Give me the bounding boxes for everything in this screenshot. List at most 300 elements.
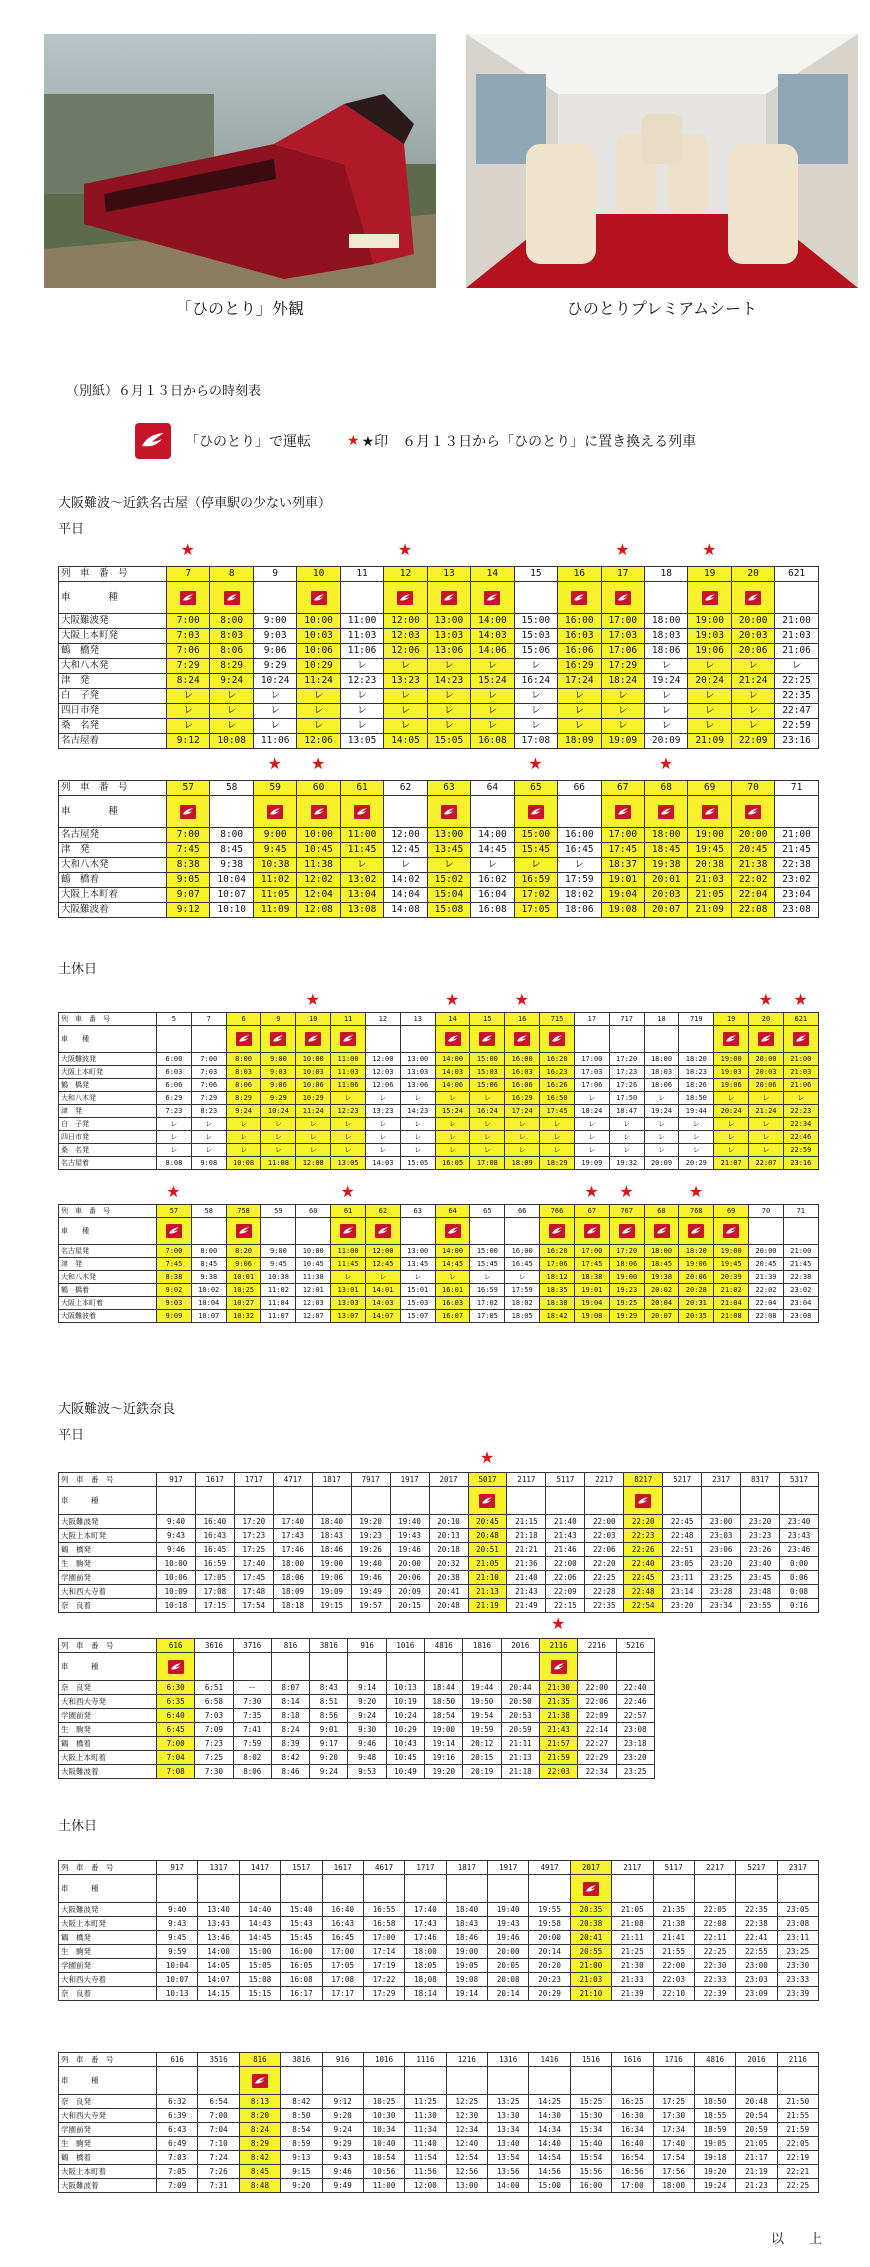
time-cell: 12:56 bbox=[446, 2165, 487, 2179]
time-cell: 16:03 bbox=[558, 629, 601, 644]
time-cell: 14:02 bbox=[384, 873, 427, 888]
train-number: 66 bbox=[505, 1205, 540, 1218]
train-type-cell bbox=[365, 1218, 400, 1245]
train-type-cell bbox=[570, 2067, 611, 2095]
time-cell: 6:03 bbox=[157, 1066, 192, 1079]
time-cell: 20:13 bbox=[429, 1529, 468, 1543]
time-cell: レ bbox=[514, 858, 557, 873]
train-number: 1717 bbox=[405, 1861, 446, 1875]
time-cell: 20:00 bbox=[731, 828, 774, 843]
train-number: 69 bbox=[688, 781, 731, 796]
train-type-cell bbox=[468, 1487, 507, 1515]
time-cell: 22:06 bbox=[546, 1571, 585, 1585]
time-cell: 20:07 bbox=[644, 903, 687, 918]
train-type-cell bbox=[157, 1653, 195, 1681]
time-cell: 20:48 bbox=[468, 1529, 507, 1543]
time-cell: 15:45 bbox=[514, 843, 557, 858]
train-number: 62 bbox=[365, 1205, 400, 1218]
train-number: 10 bbox=[296, 1013, 331, 1026]
time-cell: 13:56 bbox=[488, 2165, 529, 2179]
time-cell: 16:45 bbox=[195, 1543, 234, 1557]
time-cell: 21:00 bbox=[570, 1959, 611, 1973]
time-cell: 16:00 bbox=[505, 1053, 540, 1066]
time-cell: 22:48 bbox=[624, 1585, 663, 1599]
train-type-cell bbox=[429, 1487, 468, 1515]
time-cell: 10:00 bbox=[296, 1245, 331, 1258]
train-number: 2017 bbox=[429, 1473, 468, 1487]
time-cell: 22:09 bbox=[731, 734, 774, 749]
seat-caption: ひのとりプレミアムシート bbox=[566, 299, 758, 318]
time-cell: 23:25 bbox=[702, 1571, 741, 1585]
hinotori-bird-icon bbox=[236, 1224, 252, 1238]
train-number: 9 bbox=[253, 567, 296, 582]
time-cell: 18:50 bbox=[694, 2095, 735, 2109]
time-cell: 12:03 bbox=[296, 1297, 331, 1310]
train-type-row bbox=[59, 796, 819, 828]
time-cell: 20:51 bbox=[468, 1543, 507, 1557]
time-cell: レ bbox=[400, 1144, 435, 1157]
time-cell: 20:24 bbox=[688, 674, 731, 689]
time-cell: 14:05 bbox=[384, 734, 427, 749]
train-type-cell bbox=[195, 1653, 233, 1681]
train-number: 4917 bbox=[529, 1861, 570, 1875]
train-number: 5217 bbox=[736, 1861, 777, 1875]
time-cell: 19:14 bbox=[425, 1737, 463, 1751]
time-cell: 19:18 bbox=[694, 2151, 735, 2165]
train-number: 7 bbox=[167, 567, 210, 582]
hinotori-bird-icon bbox=[354, 805, 370, 819]
time-cell: 17:15 bbox=[195, 1599, 234, 1613]
time-cell: 13:40 bbox=[488, 2137, 529, 2151]
time-cell: 8:02 bbox=[233, 1751, 271, 1765]
train-type-cell bbox=[273, 1487, 312, 1515]
train-number: 12 bbox=[365, 1013, 400, 1026]
time-cell: 13:45 bbox=[400, 1258, 435, 1271]
row-label: 列 車 番 号 bbox=[59, 781, 167, 796]
time-cell: 15:30 bbox=[570, 2109, 611, 2123]
hinotori-bird-icon bbox=[745, 805, 761, 819]
station-row bbox=[59, 1945, 819, 1959]
time-cell: 10:04 bbox=[191, 1297, 226, 1310]
hinotori-bird-icon bbox=[375, 1224, 391, 1238]
time-cell: 22:47 bbox=[775, 704, 818, 719]
time-cell: 8:50 bbox=[281, 2109, 322, 2123]
train-number: 2017 bbox=[570, 1861, 611, 1875]
time-cell: 21:50 bbox=[777, 2095, 818, 2109]
train-number: 2217 bbox=[694, 1861, 735, 1875]
time-cell: 17:24 bbox=[558, 674, 601, 689]
time-cell: 7:23 bbox=[157, 1105, 192, 1118]
time-cell: 18:06 bbox=[644, 1079, 679, 1092]
train-number: 71 bbox=[783, 1205, 818, 1218]
train-number: 1617 bbox=[322, 1861, 363, 1875]
time-cell: レ bbox=[340, 689, 383, 704]
time-cell: 8:46 bbox=[271, 1765, 309, 1779]
time-cell: 13:00 bbox=[446, 2179, 487, 2193]
time-cell: 21:05 bbox=[736, 2137, 777, 2151]
time-cell: 14:34 bbox=[529, 2123, 570, 2137]
station-label: 大和八木発 bbox=[59, 659, 167, 674]
time-cell: 10:24 bbox=[261, 1105, 296, 1118]
hinotori-bird-icon bbox=[311, 591, 327, 605]
time-cell: 7:41 bbox=[233, 1723, 271, 1737]
time-cell: 8:43 bbox=[310, 1681, 348, 1695]
time-cell: 18:44 bbox=[425, 1681, 463, 1695]
time-cell: 9:01 bbox=[310, 1723, 348, 1737]
time-cell: 14:05 bbox=[198, 1959, 239, 1973]
train-number: 5117 bbox=[653, 1861, 694, 1875]
time-cell: 6:45 bbox=[157, 1723, 195, 1737]
train-number: 63 bbox=[427, 781, 470, 796]
time-cell: 21:55 bbox=[777, 2109, 818, 2123]
time-cell: 17:08 bbox=[470, 1157, 505, 1170]
time-cell: 10:13 bbox=[386, 1681, 424, 1695]
time-cell: 10:06 bbox=[296, 1079, 331, 1092]
train-type-cell bbox=[297, 582, 340, 614]
train-type-cell bbox=[157, 1218, 192, 1245]
train-type-cell bbox=[239, 2067, 280, 2095]
timetable bbox=[58, 566, 819, 749]
time-cell: 6:54 bbox=[198, 2095, 239, 2109]
train-number: 3516 bbox=[198, 2053, 239, 2067]
star-icon: ★ bbox=[514, 990, 529, 1009]
star-icon: ★ bbox=[658, 754, 674, 773]
time-cell: 21:18 bbox=[501, 1765, 539, 1779]
time-cell: 11:05 bbox=[253, 888, 296, 903]
row-label: 車 種 bbox=[59, 1026, 157, 1053]
station-row bbox=[59, 1599, 819, 1613]
train-number: 1016 bbox=[386, 1639, 424, 1653]
train-number: 1216 bbox=[446, 2053, 487, 2067]
time-cell: 19:00 bbox=[688, 828, 731, 843]
train-number: 6 bbox=[226, 1013, 261, 1026]
time-cell: 13:05 bbox=[331, 1157, 366, 1170]
time-cell: 17:23 bbox=[234, 1529, 273, 1543]
time-cell: 17:00 bbox=[363, 1931, 404, 1945]
time-cell: 23:04 bbox=[783, 1297, 818, 1310]
time-cell: 12:08 bbox=[296, 1157, 331, 1170]
time-cell: 15:05 bbox=[239, 1959, 280, 1973]
time-cell: 7:06 bbox=[167, 644, 210, 659]
time-cell: 19:00 bbox=[425, 1723, 463, 1737]
train-type-cell bbox=[427, 796, 470, 828]
time-cell: 15:24 bbox=[435, 1105, 470, 1118]
time-cell: 12:34 bbox=[446, 2123, 487, 2137]
time-cell: 9:45 bbox=[253, 843, 296, 858]
train-number: 20 bbox=[731, 567, 774, 582]
time-cell: 21:13 bbox=[501, 1751, 539, 1765]
time-cell: 9:00 bbox=[261, 1053, 296, 1066]
station-label: 奈 良発 bbox=[59, 1681, 157, 1695]
time-cell: 17:03 bbox=[574, 1066, 609, 1079]
time-cell: レ bbox=[427, 704, 470, 719]
time-cell: レ bbox=[331, 1144, 366, 1157]
time-cell: レ bbox=[601, 689, 644, 704]
time-cell: 16:00 bbox=[558, 614, 601, 629]
time-cell: 20:59 bbox=[501, 1723, 539, 1737]
time-cell: 17:05 bbox=[514, 903, 557, 918]
time-cell: 18:50 bbox=[425, 1695, 463, 1709]
time-cell: レ bbox=[400, 1092, 435, 1105]
hinotori-bird-icon bbox=[340, 1032, 356, 1046]
time-cell: 17:00 bbox=[574, 1245, 609, 1258]
time-cell: 23:48 bbox=[741, 1585, 780, 1599]
train-type-cell bbox=[488, 1875, 529, 1903]
star-icon: ★ bbox=[793, 990, 808, 1009]
time-cell: レ bbox=[731, 659, 774, 674]
time-cell: 15:06 bbox=[514, 644, 557, 659]
time-cell: レ bbox=[435, 1118, 470, 1131]
time-cell: 11:04 bbox=[261, 1297, 296, 1310]
time-cell: 18:47 bbox=[609, 1105, 644, 1118]
time-cell: 21:06 bbox=[783, 1079, 818, 1092]
train-type-cell bbox=[384, 582, 427, 614]
train-type-cell bbox=[775, 582, 818, 614]
train-number: 13 bbox=[427, 567, 470, 582]
time-cell: レ bbox=[427, 689, 470, 704]
time-cell: 21:00 bbox=[783, 1053, 818, 1066]
time-cell: 14:45 bbox=[471, 843, 514, 858]
time-cell: 16:59 bbox=[195, 1557, 234, 1571]
train-number: 4717 bbox=[273, 1473, 312, 1487]
time-cell: 19:03 bbox=[688, 629, 731, 644]
station-label: 大阪難波着 bbox=[59, 1310, 157, 1323]
train-type-cell bbox=[296, 1218, 331, 1245]
time-cell: 14:56 bbox=[529, 2165, 570, 2179]
time-cell: 14:30 bbox=[529, 2109, 570, 2123]
time-cell: 21:02 bbox=[714, 1284, 749, 1297]
time-cell: 11:38 bbox=[296, 1271, 331, 1284]
time-cell: 19:06 bbox=[688, 644, 731, 659]
time-cell: レ bbox=[384, 689, 427, 704]
time-cell: 8:08 bbox=[157, 1157, 192, 1170]
hinotori-bird-icon bbox=[723, 1224, 739, 1238]
time-cell: レ bbox=[540, 1131, 575, 1144]
time-cell: 10:00 bbox=[297, 614, 340, 629]
train-number: 3816 bbox=[281, 2053, 322, 2067]
time-cell: 13:08 bbox=[340, 903, 383, 918]
time-cell: 16:08 bbox=[471, 903, 514, 918]
train-type-cell bbox=[157, 2067, 198, 2095]
time-cell: 20:10 bbox=[429, 1515, 468, 1529]
time-cell: 19:01 bbox=[574, 1284, 609, 1297]
time-cell: レ bbox=[644, 1144, 679, 1157]
station-row bbox=[59, 1903, 819, 1917]
time-cell: 22:00 bbox=[546, 1557, 585, 1571]
time-cell: 20:03 bbox=[749, 1066, 784, 1079]
time-cell: レ bbox=[427, 719, 470, 734]
time-cell: 20:06 bbox=[749, 1079, 784, 1092]
train-number: 767 bbox=[609, 1205, 644, 1218]
train-type-cell bbox=[653, 2067, 694, 2095]
train-type-cell bbox=[570, 1875, 611, 1903]
time-cell: 16:23 bbox=[540, 1066, 575, 1079]
star-icon: ★ bbox=[758, 990, 773, 1009]
time-cell: 19:20 bbox=[351, 1515, 390, 1529]
station-row bbox=[59, 2179, 819, 2193]
time-cell: 17:00 bbox=[322, 1945, 363, 1959]
legend-icon-text: 「ひのとり」で運転 bbox=[185, 434, 311, 450]
station-row bbox=[59, 1709, 655, 1723]
train-type-row bbox=[59, 1487, 819, 1515]
time-cell: 21:35 bbox=[653, 1903, 694, 1917]
time-cell: 9:13 bbox=[281, 2151, 322, 2165]
train-number: 719 bbox=[679, 1013, 714, 1026]
time-cell: 20:41 bbox=[570, 1931, 611, 1945]
train-number: 1816 bbox=[463, 1639, 501, 1653]
hinotori-bird-icon bbox=[793, 1032, 809, 1046]
train-type-cell bbox=[514, 796, 557, 828]
time-cell: 9:12 bbox=[322, 2095, 363, 2109]
time-cell: 21:43 bbox=[507, 1585, 546, 1599]
train-type-cell bbox=[425, 1653, 463, 1681]
time-cell: 15:08 bbox=[239, 1973, 280, 1987]
train-type-cell bbox=[514, 582, 557, 614]
train-number: 8 bbox=[210, 567, 253, 582]
time-cell: レ bbox=[157, 1131, 192, 1144]
time-cell: 20:15 bbox=[463, 1751, 501, 1765]
schedule-note: （別紙）６月１３日からの時刻表 bbox=[66, 384, 262, 399]
time-cell: レ bbox=[505, 1118, 540, 1131]
replacement-stars bbox=[58, 1450, 818, 1466]
time-cell: 21:30 bbox=[539, 1681, 577, 1695]
time-cell: 19:06 bbox=[714, 1079, 749, 1092]
time-cell: 19:23 bbox=[609, 1284, 644, 1297]
time-cell: 8:29 bbox=[226, 1092, 261, 1105]
time-cell: 19:38 bbox=[644, 858, 687, 873]
time-cell: 20:03 bbox=[644, 888, 687, 903]
time-cell: 20:38 bbox=[429, 1571, 468, 1585]
time-cell: 9:40 bbox=[157, 1515, 196, 1529]
time-cell: 21:11 bbox=[612, 1931, 653, 1945]
time-cell: レ bbox=[261, 1131, 296, 1144]
time-cell: 17:05 bbox=[322, 1959, 363, 1973]
time-cell: 8:29 bbox=[210, 659, 253, 674]
hinotori-bird-icon bbox=[479, 1032, 495, 1046]
time-cell: 11:24 bbox=[296, 1105, 331, 1118]
time-cell: レ bbox=[609, 1144, 644, 1157]
time-cell: 23:09 bbox=[736, 1987, 777, 2001]
time-cell: 21:30 bbox=[612, 1959, 653, 1973]
timetable bbox=[58, 780, 819, 918]
time-cell: 12:23 bbox=[331, 1105, 366, 1118]
star-icon: ★ bbox=[180, 540, 195, 559]
time-cell: 0:00 bbox=[780, 1557, 819, 1571]
train-number: 3716 bbox=[233, 1639, 271, 1653]
time-cell: 10:38 bbox=[253, 858, 296, 873]
station-row bbox=[59, 1987, 819, 2001]
replacement-stars bbox=[58, 992, 818, 1008]
station-label: 大阪上本町着 bbox=[59, 2165, 157, 2179]
replacement-stars bbox=[58, 756, 818, 772]
train-number: 17 bbox=[601, 567, 644, 582]
time-cell: 7:24 bbox=[198, 2151, 239, 2165]
station-row bbox=[59, 888, 819, 903]
time-cell: 17:02 bbox=[470, 1297, 505, 1310]
time-cell: 10:30 bbox=[363, 2109, 404, 2123]
time-cell: 19:09 bbox=[312, 1585, 351, 1599]
train-type-cell bbox=[234, 1487, 273, 1515]
time-cell: 11:38 bbox=[297, 858, 340, 873]
time-cell: レ bbox=[574, 1118, 609, 1131]
station-label: 白 子発 bbox=[59, 689, 167, 704]
train-type-row bbox=[59, 1875, 819, 1903]
train-number: 67 bbox=[574, 1205, 609, 1218]
time-cell: 11:03 bbox=[340, 629, 383, 644]
time-cell: 18:03 bbox=[644, 1066, 679, 1079]
time-cell: 20:45 bbox=[749, 1258, 784, 1271]
time-cell: 21:00 bbox=[775, 828, 818, 843]
time-cell: 9:14 bbox=[348, 1681, 386, 1695]
time-cell: 17:26 bbox=[609, 1079, 644, 1092]
time-cell: 13:46 bbox=[198, 1931, 239, 1945]
time-cell: 20:09 bbox=[644, 1157, 679, 1170]
time-cell: 10:45 bbox=[296, 1258, 331, 1271]
train-number: 7917 bbox=[351, 1473, 390, 1487]
time-cell: 9:40 bbox=[157, 1903, 198, 1917]
time-cell: 16:29 bbox=[558, 659, 601, 674]
time-cell: 23:45 bbox=[741, 1571, 780, 1585]
time-cell: 8:00 bbox=[210, 614, 253, 629]
station-row bbox=[59, 2151, 819, 2165]
time-cell: レ bbox=[384, 858, 427, 873]
train-type-cell bbox=[471, 796, 514, 828]
time-cell: 11:06 bbox=[331, 1079, 366, 1092]
time-cell: 19:40 bbox=[351, 1557, 390, 1571]
time-cell: レ bbox=[514, 704, 557, 719]
time-cell: 13:00 bbox=[400, 1053, 435, 1066]
train-type-cell bbox=[471, 582, 514, 614]
time-cell: 9:08 bbox=[191, 1157, 226, 1170]
time-cell: 22:38 bbox=[783, 1271, 818, 1284]
time-cell: 17:20 bbox=[609, 1245, 644, 1258]
time-cell: 11:34 bbox=[405, 2123, 446, 2137]
time-cell: 23:23 bbox=[741, 1529, 780, 1543]
time-cell: レ bbox=[574, 1144, 609, 1157]
star-icon: ★ bbox=[688, 1182, 704, 1201]
time-cell: 12:06 bbox=[297, 734, 340, 749]
time-cell: 10:03 bbox=[297, 629, 340, 644]
row-label: 列 車 番 号 bbox=[59, 2053, 157, 2067]
time-cell: 18:05 bbox=[405, 1959, 446, 1973]
premium-seat-photo bbox=[466, 34, 858, 288]
train-number: 1516 bbox=[570, 2053, 611, 2067]
time-cell: 23:25 bbox=[777, 1945, 818, 1959]
hinotori-bird-icon bbox=[441, 591, 457, 605]
time-cell: 20:53 bbox=[501, 1709, 539, 1723]
time-cell: 22:06 bbox=[585, 1543, 624, 1557]
time-cell: 0:06 bbox=[780, 1571, 819, 1585]
time-cell: 19:01 bbox=[601, 873, 644, 888]
time-cell: 18:45 bbox=[644, 1258, 679, 1271]
station-row bbox=[59, 1973, 819, 1987]
time-cell: 8:42 bbox=[239, 2151, 280, 2165]
time-cell: 19:54 bbox=[463, 1709, 501, 1723]
time-cell: レ bbox=[210, 719, 253, 734]
time-cell: 22:20 bbox=[624, 1515, 663, 1529]
time-cell: 21:06 bbox=[775, 644, 818, 659]
train-type-cell bbox=[505, 1218, 540, 1245]
time-cell: 15:05 bbox=[427, 734, 470, 749]
time-cell: 16:05 bbox=[281, 1959, 322, 1973]
time-cell: 9:48 bbox=[348, 1751, 386, 1765]
train-number: 766 bbox=[540, 1205, 575, 1218]
time-cell: 16:00 bbox=[281, 1945, 322, 1959]
time-cell: 6:32 bbox=[157, 2095, 198, 2109]
time-cell: 22:38 bbox=[736, 1917, 777, 1931]
hinotori-bird-icon bbox=[224, 591, 240, 605]
station-row bbox=[59, 1079, 819, 1092]
